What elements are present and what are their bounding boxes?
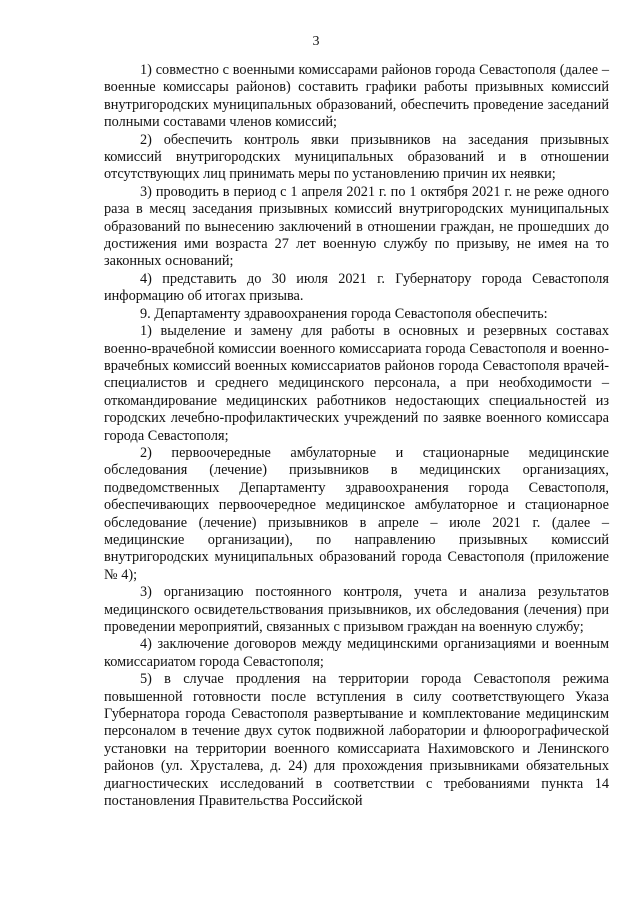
paragraph-9-1: 1) выделение и замену для работы в основных и резервных составах военно-врачебной комиссии военного комиссариата города Севастополя и военно-врачебных комиссий военных комиссариатов районов города Севастополя врачей-специалистов и среднего медицинского персонала, а при необходимости – откомандирование медицинских работников недостающих специальностей из городских лечебно-профилактических учреждений по заявке военного комиссара города Севастополя;: [104, 323, 609, 444]
paragraph-9-4: 4) заключение договоров между медицинскими организациями и военным комиссариатом города Севастополя;: [104, 636, 609, 670]
paragraph-8-2: 2) обеспечить контроль явки призывников на заседания призывных комиссий внутригородских муниципальных образований и в отношении отсутствующих лиц принимать меры по установлению причин их неявки;: [104, 131, 609, 183]
section-9-heading: 9. Департаменту здравоохранения города Севастополя обеспечить:: [140, 305, 548, 322]
paragraph-9-3: 3) организацию постоянного контроля, учета и анализа результатов медицинского освидетельствования призывников, их обследования (лечения) при проведении мероприятий, связанных с призывом граждан на военную службу;: [104, 584, 609, 635]
paragraph-8-4: 4) представить до 30 июля 2021 г. Губернатору города Севастополя информацию об итогах призыва.: [104, 270, 609, 305]
paragraph-8-1: 1) совместно с военными комиссарами районов города Севастополя (далее – военные комиссары районов) составить графики работы призывных комиссий внутригородских муниципальных образований, обеспечить проведение заседаний полными составами членов комиссий;: [104, 62, 609, 131]
paragraph-9-2: 2) первоочередные амбулаторные и стационарные медицинские обследования (лечение) призывников в медицинских организациях, подведомственных Департаменту здравоохранения города Севастополя, обеспечивающих первоочередное медицинское амбулаторное и стационарное обследование (лечение) призывников в апреле – июле 2021 г. (далее – медицинские организации), по направлению призывных комиссий внутригородских муниципальных образований города Севастополя (приложение № 4);: [104, 444, 609, 583]
page-number: 3: [312, 34, 320, 49]
document-body: [104, 62, 609, 810]
paragraph-9-5: 5) в случае продления на территории города Севастополя режима повышенной готовности после вступления в силу соответствующего Указа Губернатора города Севастополя развертывание и комплектование медицинским персоналом в течение двух суток подвижной лаборатории и флюорографической установки на территории военного комиссариата Нахимовского и Ленинского районов (ул. Хрусталева, д. 24) для прохождения призывниками обязательных диагностических исследований в соответствии с требованиями пункта 14 постановления Правительства Российской: [104, 671, 609, 810]
paragraph-8-3: 3) проводить в период с 1 апреля 2021 г. по 1 октября 2021 г. не реже одного раза в месяц заседания призывных комиссий внутригородских муниципальных образований по вынесению заключений в отношении граждан, не прошедших до достижения ими возраста 27 лет военную службу по призыву, не имея на то законных оснований;: [104, 183, 609, 270]
